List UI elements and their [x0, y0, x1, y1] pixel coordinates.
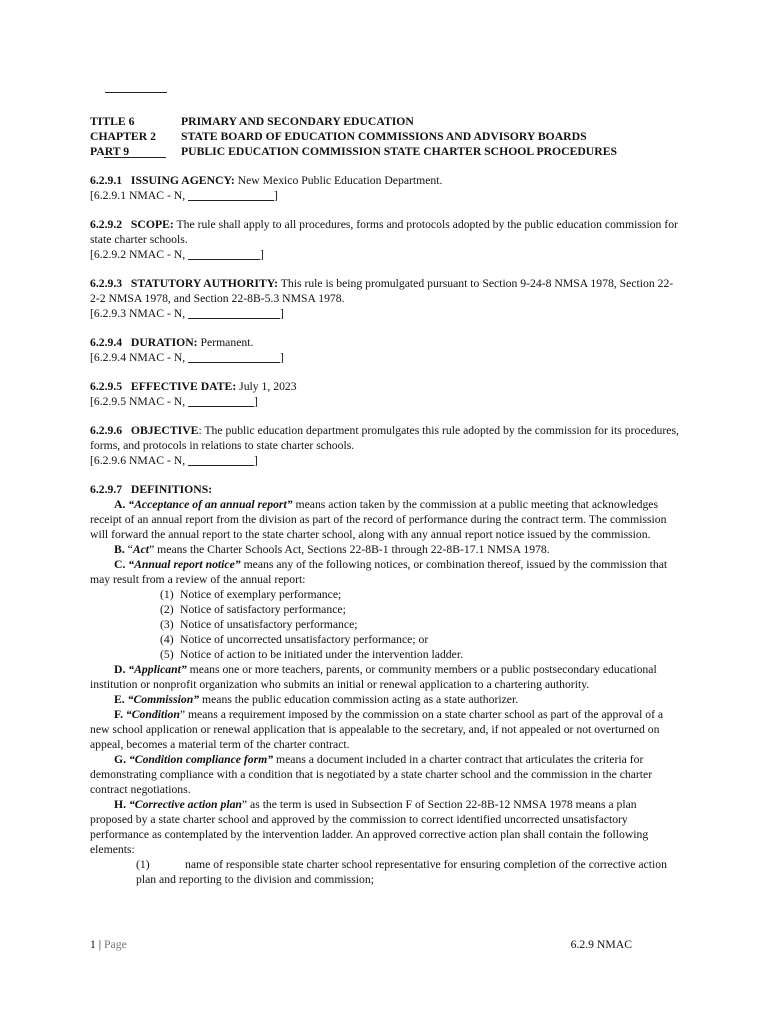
definition-text: ” as the term is used in Subsection F of Section 22-8B-12 NMSA 1978 means a plan proposed by a state charter school and approved by the commission to correct identified uncorrected unsatisfactory performance as contemplated by the intervention ladder. An approved corrective action plan shall contain the following elements:	[90, 798, 649, 856]
section-issuing-agency: 6.2.9.1 ISSUING AGENCY: New Mexico Public Education Department. [6.2.9.1 NMAC - N, ]	[90, 174, 443, 202]
definition-term: “Condition	[125, 708, 180, 721]
section-text: July 1, 2023	[236, 380, 297, 393]
definition-f: F. “Condition” means a requirement imposed by the commission on a state charter school as part of the approval of a new school application or renewal application that is appealable to the secretary, and, if not appealed or not overturned on appeal, becomes a material term of the charter contract.	[90, 708, 664, 751]
section-text: The rule shall apply to all procedures, forms and protocols adopted by the public education commission for state charter schools.	[90, 218, 678, 246]
citation-blank	[188, 247, 260, 260]
definition-text: means one or more teachers, parents, or community members or a public postsecondary educational institution or nonprofit organization who submits an initial or renewal application to a chartering authority.	[90, 663, 657, 691]
definition-b: B. “Act” means the Charter Schools Act, Sections 22-8B-1 through 22-8B-17.1 NMSA 1978.	[114, 543, 550, 556]
definition-c: C. “Annual report notice” means any of the following notices, or combination thereof, issued by the commission that may result from a review of the annual report:	[90, 558, 668, 586]
header-label: CHAPTER 2	[90, 130, 156, 143]
list-item: (3) Notice of unsatisfactory performance;	[160, 618, 358, 631]
section-number: 6.2.9.2	[90, 218, 123, 231]
section-text: : The public education department promulgates this rule adopted by the commission for its procedures, forms, and protocols in relations to state charter schools.	[90, 424, 679, 452]
page-footer	[90, 937, 632, 952]
section-duration: 6.2.9.4 DURATION: Permanent. [6.2.9.4 NMAC - N, ]	[90, 336, 284, 364]
list-item: (4) Notice of uncorrected unsatisfactory performance; or	[160, 633, 429, 646]
notice-list	[90, 587, 680, 662]
definition-text: ” means a requirement imposed by the commission on a state charter school as part of the approval of a new school application or renewal application that is appealable to the secretary, and, if not appealed or not overturned on appeal, becomes a material term of the charter contract.	[90, 708, 664, 751]
citation-blank	[188, 188, 274, 201]
definition-term: “Acceptance of an annual report”	[128, 498, 293, 511]
definition-e: E. “Commission” means the public education commission acting as a state authorizer.	[114, 693, 519, 706]
citation: [6.2.9.4 NMAC - N,	[90, 351, 189, 364]
citation-blank	[188, 453, 254, 466]
citation: [6.2.9.1 NMAC - N,	[90, 189, 189, 202]
definition-term: “Corrective action plan	[128, 798, 242, 811]
citation: [6.2.9.6 NMAC - N,	[90, 454, 189, 467]
section-heading: OBJECTIVE	[130, 424, 199, 437]
section-number: 6.2.9.1	[90, 174, 123, 187]
definition-text: means the public education commission acting as a state authorizer.	[199, 693, 519, 706]
page-label: Page	[104, 938, 127, 951]
section-text: New Mexico Public Education Department.	[234, 174, 443, 187]
header-label: PART 9	[90, 145, 130, 158]
header-row-title	[90, 114, 710, 129]
definition-text: means a document included in a charter contract that articulates the criteria for demonstrating compliance with a condition that is negotiated by a state charter school and the commission in the charter contract negotiations.	[90, 753, 653, 796]
list-item: (1) name of responsible state charter school representative for ensuring completion of the corrective action plan and reporting to the division and commission;	[136, 858, 667, 886]
header-label: TITLE 6	[90, 115, 135, 128]
document-id: 6.2.9 NMAC	[570, 938, 632, 951]
section-heading: DEFINITIONS:	[130, 483, 213, 496]
definition-term: “Commission”	[127, 693, 200, 706]
definition-term: “Annual report notice”	[128, 558, 241, 571]
section-heading: SCOPE:	[130, 218, 174, 231]
citation-blank	[188, 394, 254, 407]
section-number: 6.2.9.5	[90, 380, 123, 393]
definition-term: Act	[132, 543, 150, 556]
document-body	[90, 173, 680, 901]
list-item: (1) Notice of exemplary performance;	[160, 588, 342, 601]
definition-term: “Condition compliance form”	[128, 753, 274, 766]
section-number: 6.2.9.4	[90, 336, 123, 349]
section-statutory-authority: 6.2.9.3 STATUTORY AUTHORITY: This rule is being promulgated pursuant to Section 9-24-8 NMSA 1978, Section 22-2-2 NMSA 1978, and Section 22-8B-5.3 NMSA 1978. [6.2.9.3 NMAC - N, ]	[90, 277, 674, 320]
header-text: STATE BOARD OF EDUCATION COMMISSIONS AND ADVISORY BOARDS	[181, 130, 587, 143]
header-row-chapter	[90, 129, 710, 144]
top-rule	[105, 92, 167, 93]
section-heading: EFFECTIVE DATE:	[130, 380, 237, 393]
definition-text: means any of the following notices, or combination thereof, issued by the commission that may result from a review of the annual report:	[90, 558, 668, 586]
definition-term: “Applicant”	[128, 663, 187, 676]
section-definitions	[90, 482, 680, 887]
header-text: PRIMARY AND SECONDARY EDUCATION	[181, 115, 414, 128]
definition-text: means action taken by the commission at a public meeting that acknowledges receipt of an annual report from the division as part of the record of performance during the contract term. The commission will forward the annual report to the state charter school, along with any annual report notice issued by the commission.	[90, 498, 667, 541]
section-text: Permanent.	[197, 336, 254, 349]
citation: [6.2.9.2 NMAC - N,	[90, 248, 189, 261]
citation: [6.2.9.3 NMAC - N,	[90, 307, 189, 320]
definition-d: D. “Applicant” means one or more teachers, parents, or community members or a public postsecondary educational institution or nonprofit organization who submits an initial or renewal application to a chartering authority.	[90, 663, 657, 691]
section-effective-date: 6.2.9.5 EFFECTIVE DATE: July 1, 2023 [6.2.9.5 NMAC - N, ]	[90, 380, 297, 408]
part-underline	[104, 157, 166, 158]
definition-text: ” means the Charter Schools Act, Sections 22-8B-1 through 22-8B-17.1 NMSA 1978.	[149, 543, 550, 556]
list-item: (5) Notice of action to be initiated under the intervention ladder.	[160, 648, 464, 661]
definition-h: H. “Corrective action plan” as the term is used in Subsection F of Section 22-8B-12 NMSA 1978 means a plan proposed by a state charter school and approved by the commission to correct identified uncorrected unsatisfactory performance as contemplated by the intervention ladder. An approved corrective action plan shall contain the following elements:	[90, 798, 649, 856]
header-row-part	[90, 144, 710, 159]
section-scope: 6.2.9.2 SCOPE: The rule shall apply to all procedures, forms and protocols adopted by the public education commission for state charter schools. [6.2.9.2 NMAC - N, ]	[90, 218, 678, 261]
citation-blank	[188, 306, 280, 319]
section-heading: DURATION:	[130, 336, 198, 349]
header-text: PUBLIC EDUCATION COMMISSION STATE CHARTER SCHOOL PROCEDURES	[181, 145, 617, 158]
section-objective: 6.2.9.6 OBJECTIVE: The public education department promulgates this rule adopted by the commission for its procedures, forms, and protocols in relations to state charter schools. [6.2.9.6 NMAC - N, ]	[90, 424, 679, 467]
page-number: 1 | Page	[90, 938, 127, 951]
definition-g: G. “Condition compliance form” means a document included in a charter contract that articulates the criteria for demonstrating compliance with a condition that is negotiated by a state charter school and the commission in the charter contract negotiations.	[90, 753, 653, 796]
section-number: 6.2.9.3	[90, 277, 123, 290]
citation-blank	[188, 350, 280, 363]
definition-a: A. “Acceptance of an annual report” means action taken by the commission at a public meeting that acknowledges receipt of an annual report from the division as part of the record of performance during the contract term. The commission will forward the annual report to the state charter school, along with any annual report notice issued by the commission.	[90, 498, 667, 541]
section-text: This rule is being promulgated pursuant to Section 9-24-8 NMSA 1978, Section 22-2-2 NMSA 1978, and Section 22-8B-5.3 NMSA 1978.	[90, 277, 674, 305]
document-header	[90, 114, 710, 159]
section-number: 6.2.9.7	[90, 483, 123, 496]
section-heading: ISSUING AGENCY:	[130, 174, 235, 187]
citation: [6.2.9.5 NMAC - N,	[90, 395, 189, 408]
section-number: 6.2.9.6	[90, 424, 123, 437]
list-item: (2) Notice of satisfactory performance;	[160, 603, 346, 616]
section-heading: STATUTORY AUTHORITY:	[130, 277, 279, 290]
